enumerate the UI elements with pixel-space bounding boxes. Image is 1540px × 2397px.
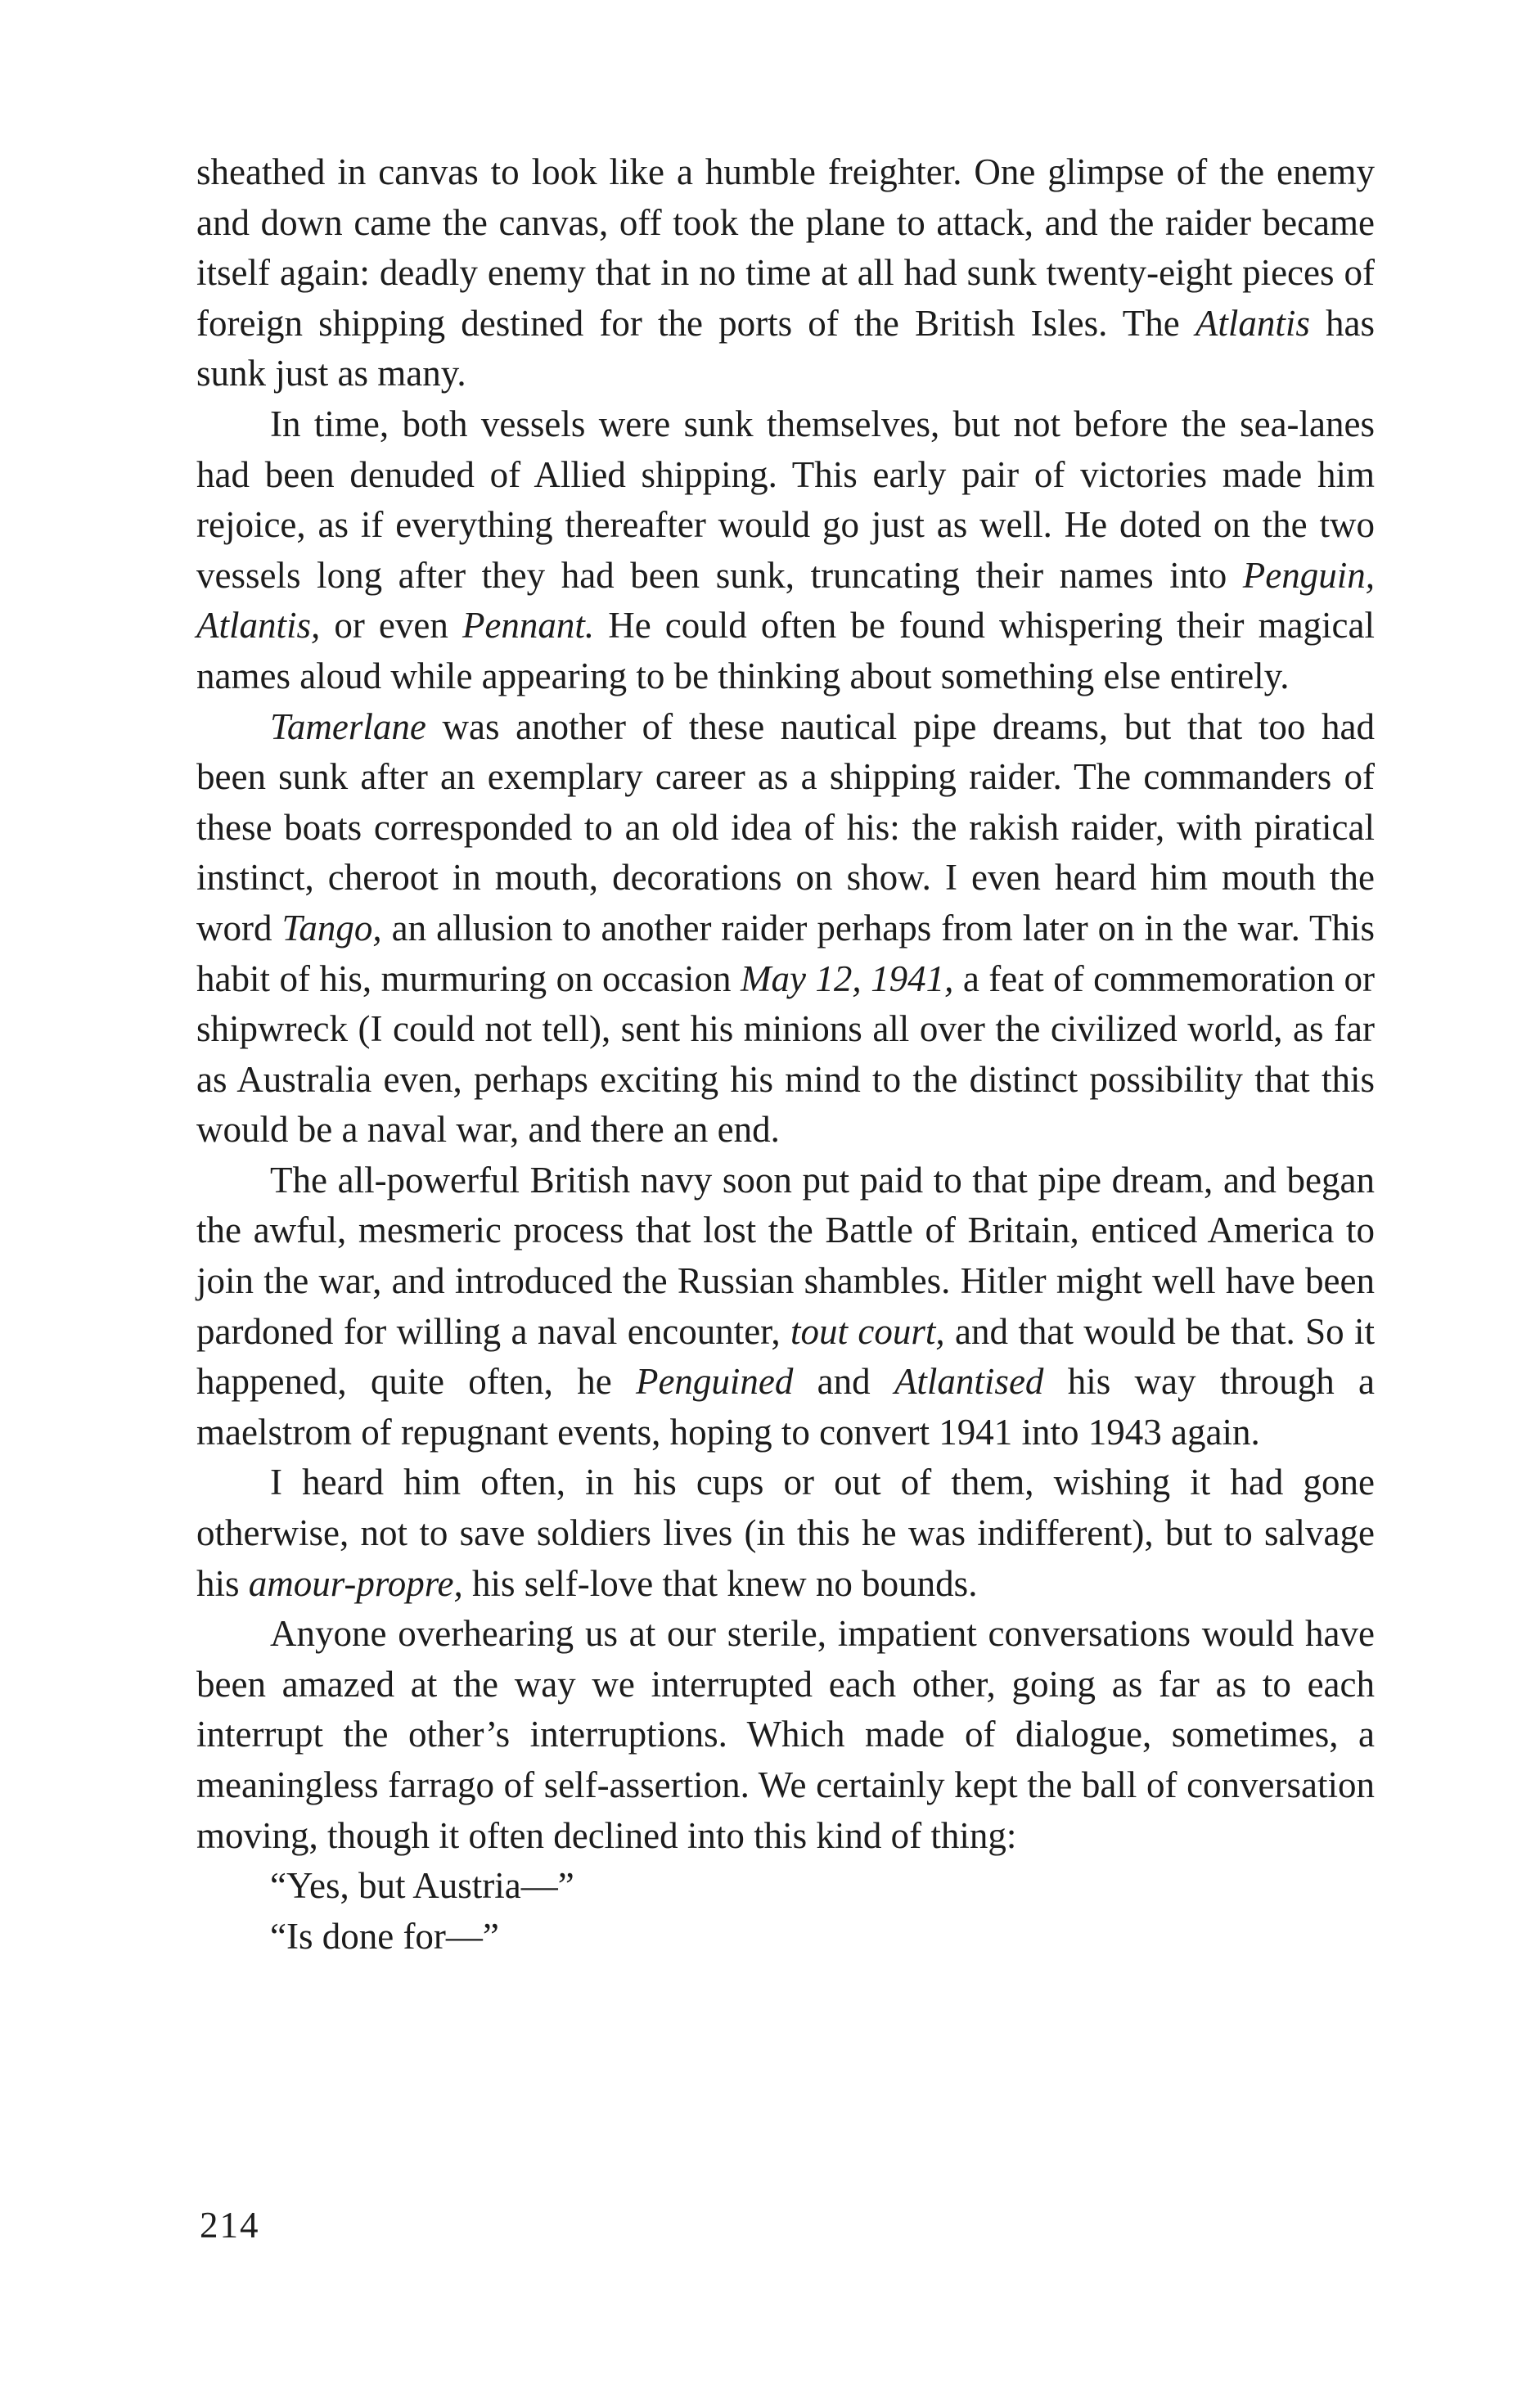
body-text-run: “Is done for—” (270, 1915, 499, 1957)
body-text-run: was another of these nautical pipe dreams, but that too had been sunk after an exemplary career as a shipping raider. The commanders of these boats corresponded to an old idea of his: the rakish raider, with piratical instinct, cheroot in mouth, decorations on show. I even heard him mouth the word (196, 705, 1375, 948)
paragraph (196, 399, 1375, 702)
body-text-run: He could often be found whispering their magical names aloud while appearing to be thinking about something else entirely. (196, 605, 1375, 696)
paragraph (196, 702, 1375, 1156)
paragraph (196, 1609, 1375, 1861)
italic-text: Atlantised (894, 1361, 1044, 1403)
body-text-run: “Yes, but Austria—” (270, 1865, 574, 1907)
body-text-run: his way through a maelstrom of repugnant events, hoping to convert 1941 into 1943 again. (196, 1361, 1375, 1453)
body-text-run: Anyone overhearing us at our sterile, impatient conversations would have been amazed at the way we interrupted each other, going as far as to each interrupt the other’s interruptions. Which made of dialogue, sometimes, a meaningless farrago of self-assertion. We certainly kept the ball of conversation moving, though it often declined into this kind of thing: (196, 1613, 1375, 1856)
paragraph (196, 1458, 1375, 1609)
italic-text: Penguined (635, 1361, 794, 1403)
body-text (196, 147, 1375, 1962)
paragraph (196, 1156, 1375, 1458)
body-text-run: and (793, 1361, 894, 1403)
body-text-run: his self-love that knew no bounds. (462, 1562, 978, 1604)
italic-text: Penguin, (1242, 554, 1375, 596)
dialogue-line (196, 1861, 1375, 1912)
body-text-run: In time, both vessels were sunk themselves, but not before the sea-lanes had been denuded of Allied shipping. This early pair of victories made him rejoice, as if everything thereafter would go just as well. He doted on the two vessels long after they had been sunk, truncating their names into (196, 403, 1375, 596)
body-text-run: The all-powerful British navy soon put paid to that pipe dream, and began the awful, mesmeric process that lost the Battle of Britain, enticed America to join the war, and introduced the Russian shambles. Hitler might well have been pardoned for willing a naval encounter, (196, 1159, 1375, 1352)
italic-text: May 12, 1941, (740, 957, 954, 999)
italic-text: Atlantis, (196, 605, 321, 647)
italic-text: Pennant. (462, 605, 595, 647)
body-text-run: a feat of commemoration or shipwreck (I could not tell), sent his minions all over the civilized world, as far as Australia even, perhaps exciting his mind to the distinct possibility that this would be a naval war, and there an end. (196, 957, 1375, 1151)
italic-text: Atlantis (1195, 302, 1310, 344)
body-text-run: sheathed in canvas to look like a humble freighter. One glimpse of the enemy and down came the canvas, off took the plane to attack, and the raider became itself again: deadly enemy that in no time at all had sunk twenty-eight pieces of foreign shipping destined for the ports of the British Isles. The (196, 151, 1375, 344)
page-number: 214 (200, 2205, 260, 2246)
italic-text: amour-propre, (248, 1562, 463, 1604)
body-text-run: and that would be that. So it happened, quite often, he (196, 1310, 1376, 1403)
body-text-run: an allusion to another raider perhaps from later on in the war. This habit of his, murmuring on occasion (196, 907, 1375, 999)
italic-text: Tamerlane (270, 705, 426, 747)
italic-text: Tango, (281, 907, 382, 948)
paragraph (196, 147, 1375, 399)
italic-text: tout court, (790, 1310, 945, 1352)
dialogue-line (196, 1912, 1375, 1962)
body-text-run: I heard him often, in his cups or out of them, wishing it had gone otherwise, not to save soldiers lives (in this he was indifferent), but to salvage his (196, 1462, 1375, 1604)
body-text-run: has sunk just as many. (196, 302, 1375, 394)
body-text-run: or even (320, 605, 462, 647)
